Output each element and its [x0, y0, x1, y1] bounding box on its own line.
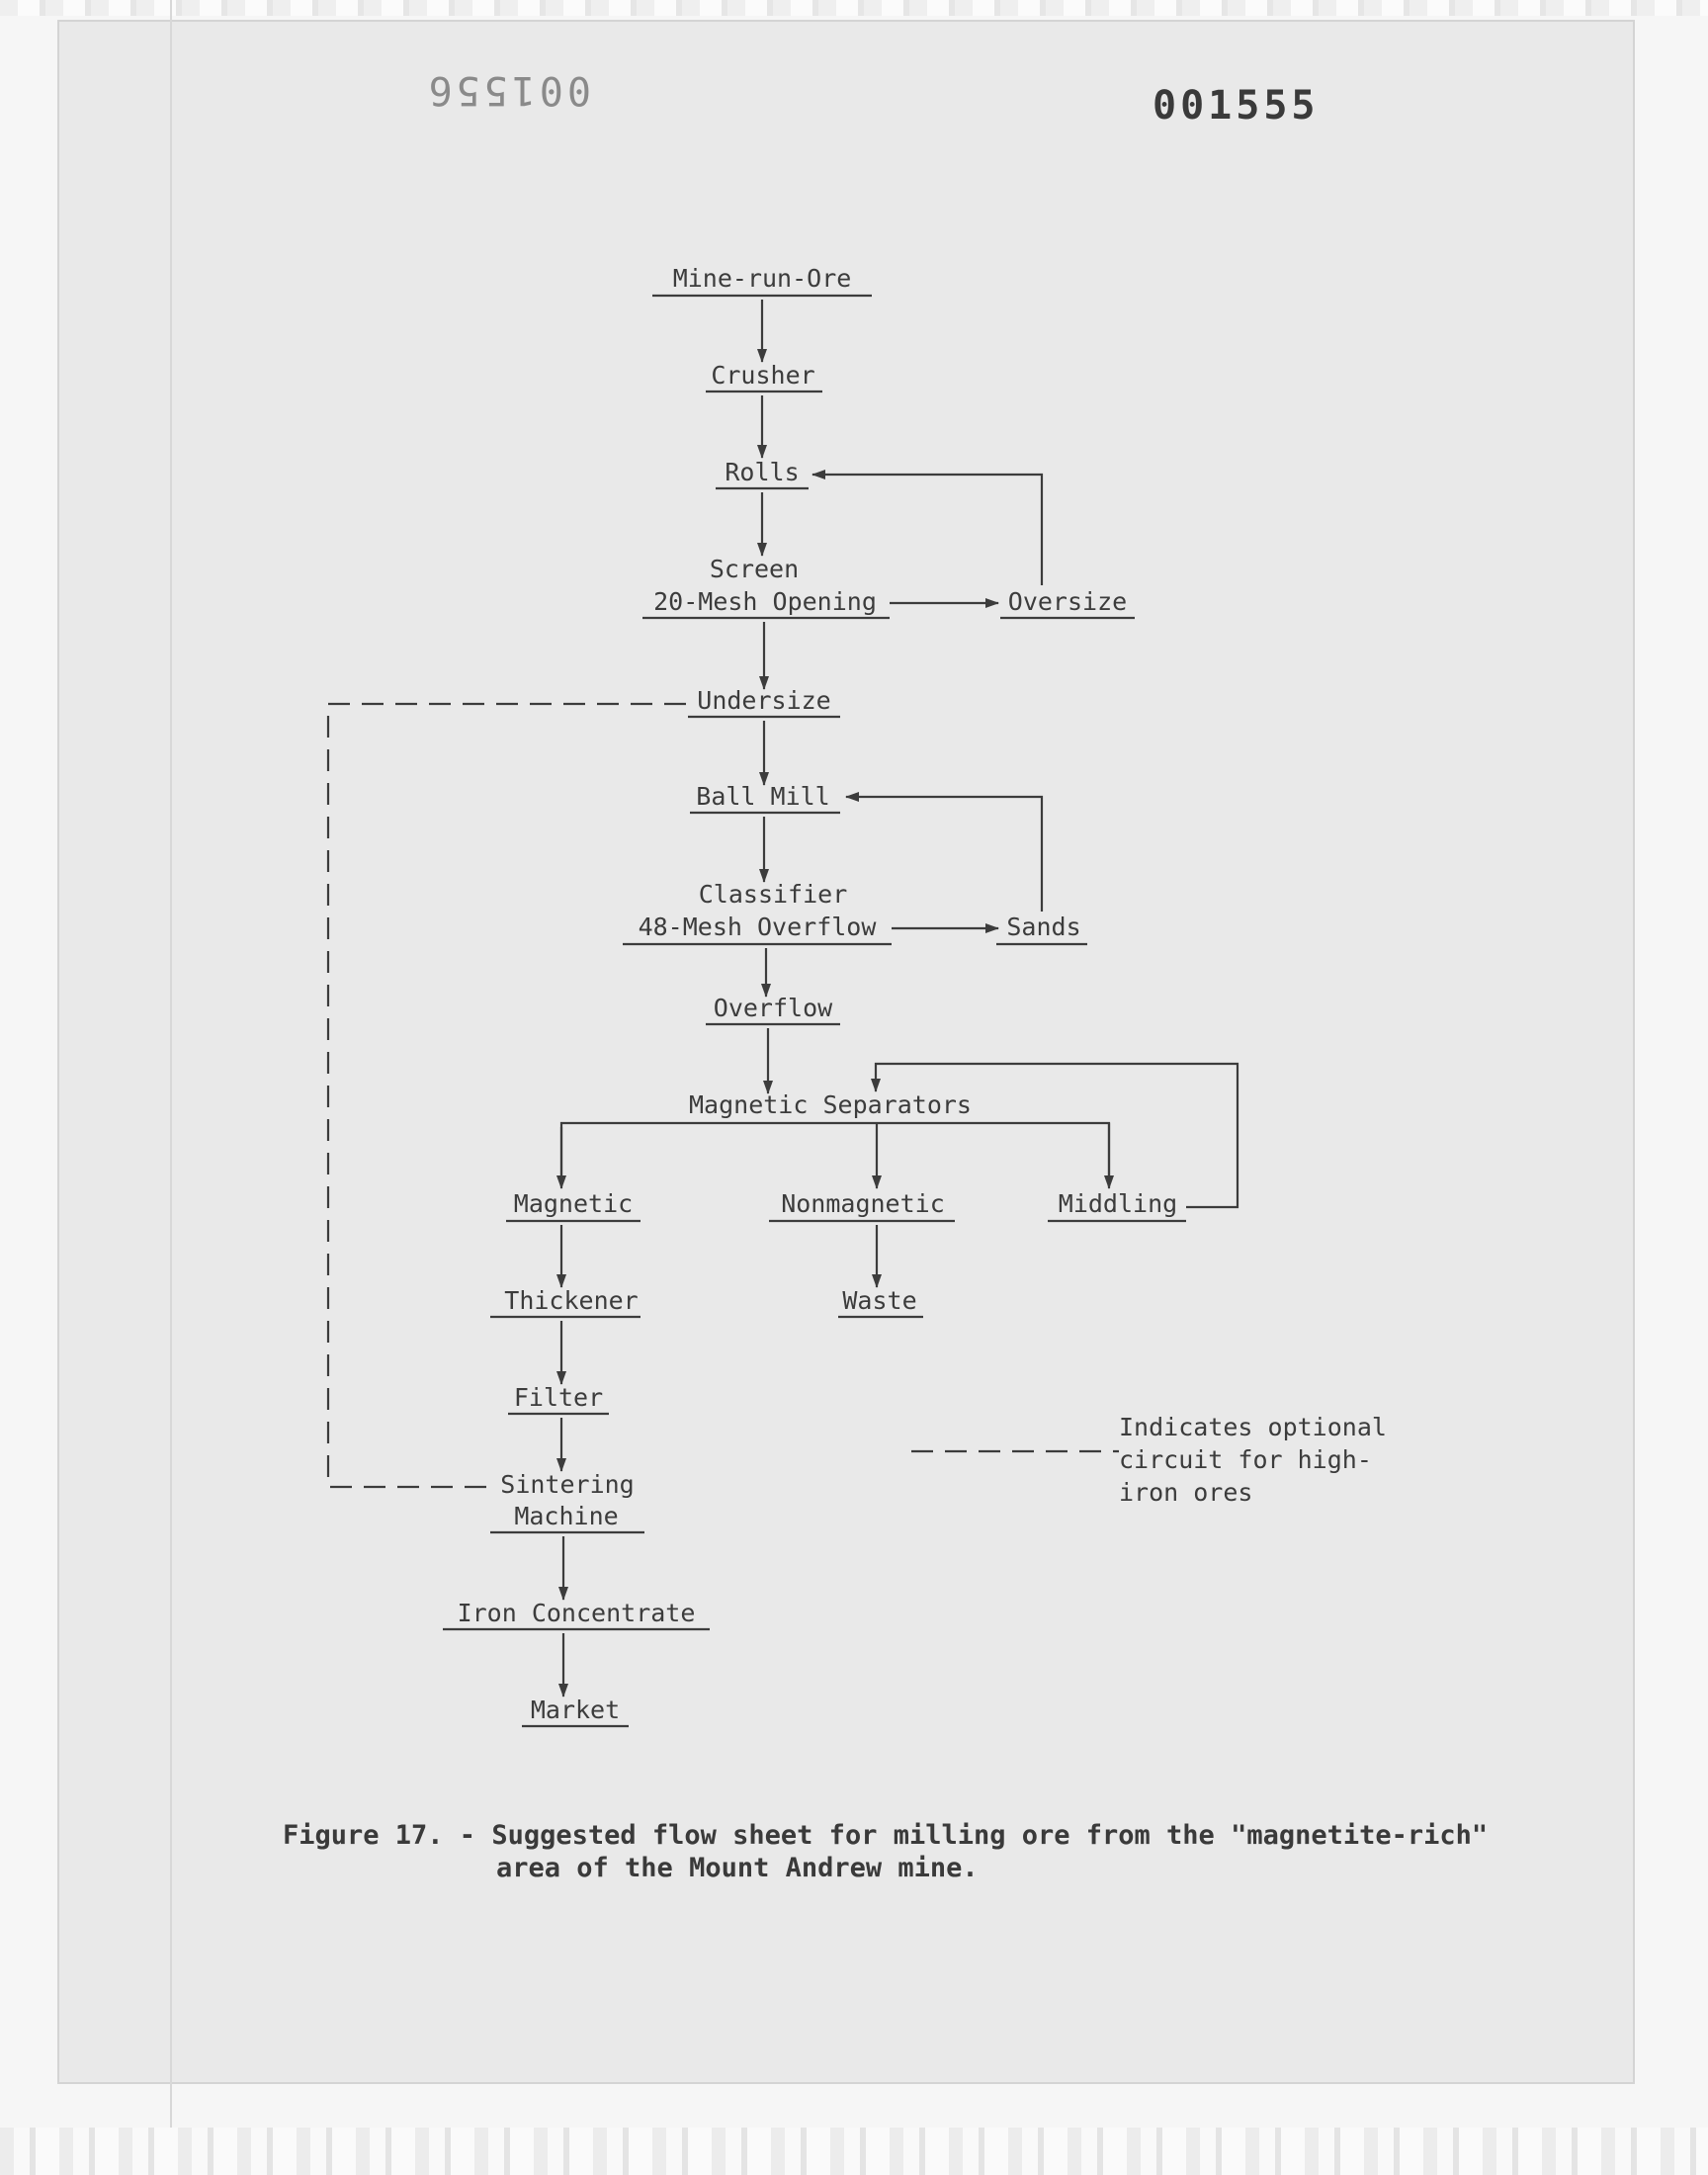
arrow-middling-return-to-separators	[876, 1064, 1238, 1207]
node-market: Market	[530, 1696, 621, 1724]
node-rolls: Rolls	[725, 458, 800, 486]
optional-circuit-dashed-line	[328, 704, 686, 1487]
node-machine: Machine	[514, 1502, 619, 1530]
figure-caption-line-2: area of the Mount Andrew mine.	[496, 1853, 979, 1883]
node-screen: Screen	[709, 555, 800, 583]
node-sintering: Sintering	[500, 1470, 635, 1499]
node-screen-opening: 20-Mesh Opening	[653, 587, 877, 616]
node-mine-run-ore: Mine-run-Ore	[672, 264, 852, 293]
node-waste: Waste	[842, 1286, 917, 1315]
figure-caption-line-1: Figure 17. - Suggested flow sheet for milling ore from the "magnetite-rich"	[283, 1820, 1489, 1851]
node-filter: Filter	[513, 1383, 604, 1412]
node-crusher: Crusher	[711, 361, 815, 390]
ghost-stamp-number	[425, 67, 592, 113]
stamp-number: 001555	[1153, 83, 1320, 129]
node-iron-concentrate: Iron Concentrate	[457, 1599, 696, 1627]
svg-text:001556: 001556	[424, 67, 591, 113]
arrow-oversize-return-to-rolls	[812, 475, 1042, 585]
node-classifier: Classifier	[698, 880, 848, 909]
node-magnetic-separators: Magnetic Separators	[689, 1090, 972, 1119]
node-oversize: Oversize	[1007, 587, 1128, 616]
node-overflow: Overflow	[713, 994, 833, 1022]
legend-line-1: Indicates optional	[1119, 1413, 1387, 1441]
separators-distribution-line	[561, 1123, 1109, 1186]
node-middling: Middling	[1058, 1189, 1178, 1218]
node-magnetic: Magnetic	[513, 1189, 634, 1218]
legend-line-2: circuit for high-	[1119, 1445, 1372, 1474]
arrow-sands-return-to-ball-mill	[846, 797, 1042, 912]
node-nonmagnetic: Nonmagnetic	[781, 1189, 945, 1218]
node-sands: Sands	[1006, 913, 1081, 941]
node-thickener: Thickener	[504, 1286, 639, 1315]
node-undersize: Undersize	[697, 686, 831, 715]
legend-line-3: iron ores	[1119, 1478, 1253, 1507]
node-ball-mill: Ball Mill	[696, 782, 830, 811]
node-classifier-overflow: 48-Mesh Overflow	[638, 913, 877, 941]
